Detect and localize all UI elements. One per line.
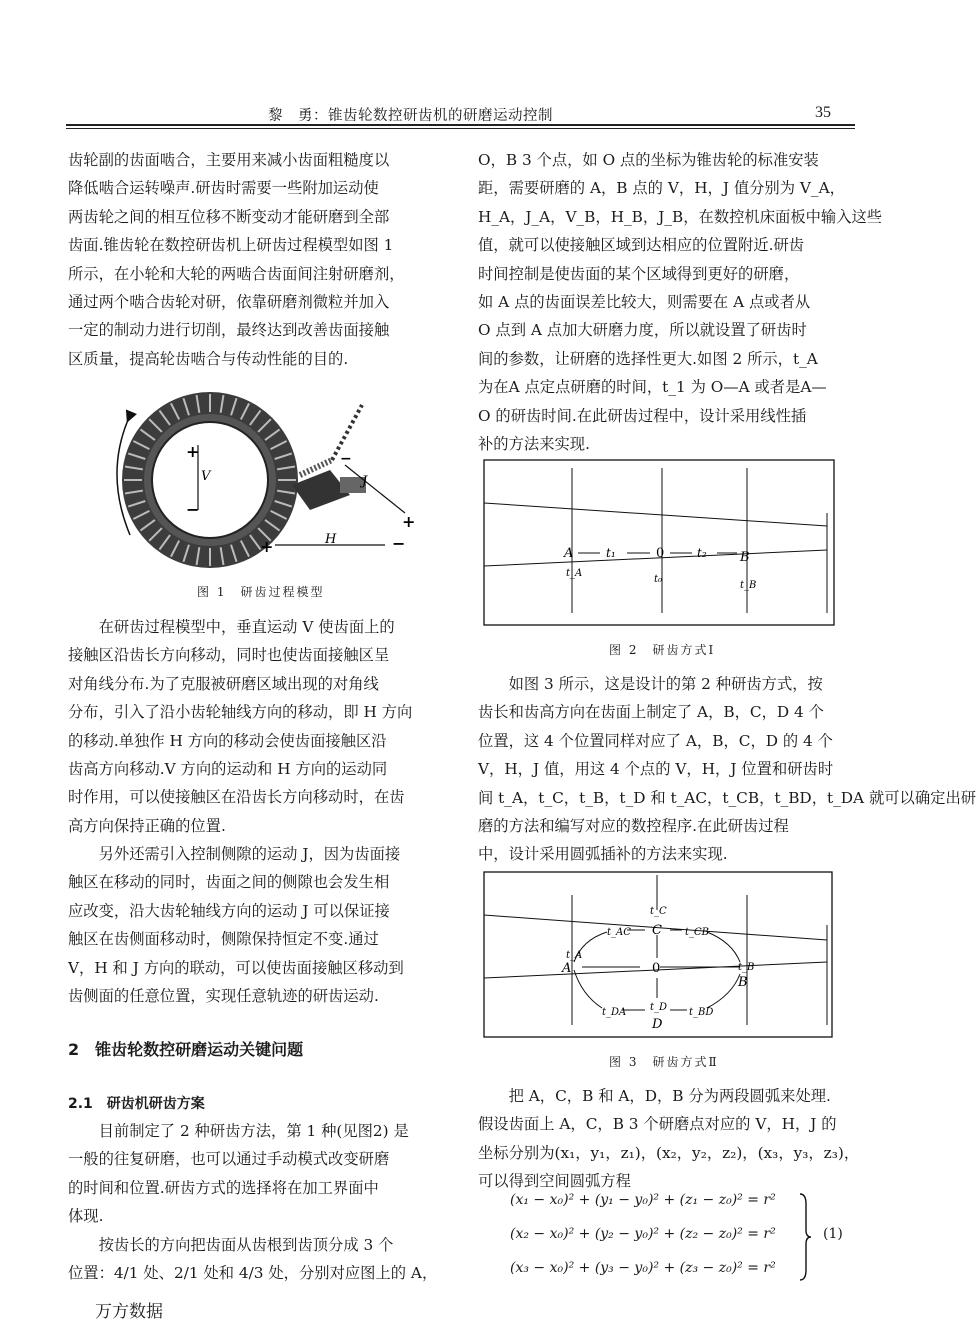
text-line: 目前制定了 2 种研齿方法，第 1 种(见图2) 是 [98,1122,409,1140]
h-label: H [325,532,337,547]
label-ta: t_A [566,568,583,579]
j-minus-sign: − [340,451,352,467]
text-line: 齿面.锥齿轮在数控研齿机上研齿过程模型如图 1 [68,236,394,255]
text-line: 位置：4/1 处、2/1 处和 4/3 处，分别对应图上的 A， [68,1264,438,1283]
text-line: 触区在齿侧面移动时，侧隙保持恒定不变.通过 [68,930,379,949]
figure-3-mode-two [482,870,842,1045]
right-para-3 [478,1082,860,1196]
label-t0: t₀ [654,574,663,585]
text-line: V，H，J 值，用这 4 个点的 V，H，J 位置和研齿时 [478,760,834,779]
text-line: 区质量，提高轮齿啮合与传动性能的目的. [68,349,349,368]
point-c: C [652,923,662,938]
label-td: t_D [650,1002,668,1013]
text-line: O 的研齿时间.在此研齿过程中，设计采用线性插 [478,406,807,425]
label-tda: t_DA [602,1007,627,1018]
label-t1: t₁ [606,546,616,560]
text-line: 为在A 点定点研磨的时间，t_1 为 O—A 或者是A— [478,378,827,397]
equation-line-3: (x₃ − x₀)² + (y₃ − y₀)² + (z₃ − z₀)² = r² [510,1260,776,1276]
point-d: D [652,1017,663,1032]
label-tb: t_B [738,962,755,973]
text-line: 体现. [68,1207,104,1226]
v-label: V [201,469,211,484]
text-line: 齿侧面的任意位置，实现任意轨迹的研齿运动. [68,987,379,1006]
text-line: 坐标分别为(x₁，y₁，z₁)，(x₂，y₂，z₂)，(x₃，y₃，z₃)， [478,1143,860,1162]
text-line: 位置，这 4 个位置同样对应了 A，B，C，D 的 4 个 [478,731,833,750]
text-line: 齿高方向移动.V 方向的运动和 H 方向的运动同 [68,760,388,779]
left-para-1 [68,146,440,373]
text-line: 分布，引入了沿小齿轮轴线方向的移动，即 H 方向 [68,703,413,722]
text-line: 触区在移动的同时，齿面之间的侧隙也会发生相 [68,873,390,892]
h-minus-sign: − [392,534,406,553]
text-line: 高方向保持正确的位置. [68,816,226,835]
j-plus-sign: + [402,512,416,531]
text-line: 齿长和齿高方向在齿面上制定了 A，B，C，D 4 个 [478,703,824,722]
label-tbd: t_BD [689,1007,714,1018]
point-a: A [564,546,574,561]
figure-1-caption: 图 1 研齿过程模型 [197,585,325,599]
text-line: 时作用，可以使接触区在沿齿长方向移动时，在齿 [68,788,405,807]
text-line: 按齿长的方向把齿面从齿根到齿顶分成 3 个 [98,1236,394,1254]
point-o: 0 [656,546,665,561]
section-2-1-heading: 2.1 研齿机研齿方案 [68,1096,205,1112]
h-plus-sign: + [260,537,274,556]
text-line: 可以得到空间圆弧方程 [478,1172,631,1191]
text-line: 间 t_A，t_C，t_B，t_D 和 t_AC，t_CB，t_BD，t_DA 就可以确定出研 [478,788,976,807]
figure-1-grinding-model [100,385,430,575]
figure-2-mode-one [482,458,842,633]
text-line: 通过两个啮合齿轮对研，依靠研磨剂微粒并加入 [68,293,390,312]
text-line: 值，就可以使接触区域到达相应的位置附近.研齿 [478,236,805,255]
text-line: 齿轮副的齿面啮合，主要用来减小齿面粗糙度以 [68,151,390,169]
text-line: 在研齿过程模型中，垂直运动 V 使齿面上的 [98,618,395,636]
point-b: B [740,550,750,565]
equation-number: (1) [823,1226,843,1242]
v-plus-sign: + [186,442,200,461]
text-line: O，B 3 个点，如 O 点的坐标为锥齿轮的标准安装 [478,151,819,169]
figure-3-caption: 图 3 研齿方式Ⅱ [609,1055,719,1069]
left-para-5 [68,1231,440,1288]
point-a: A [562,961,572,976]
label-tb: t_B [740,580,757,591]
label-t2: t₂ [697,546,707,560]
header-rule-thin [66,128,855,129]
right-para-1 [478,146,883,458]
text-line: 两齿轮之间的相互位移不断变动才能研磨到全部 [68,207,390,226]
text-line: 如图 3 所示，这是设计的第 2 种研齿方式，按 [508,675,823,693]
text-line: 时间控制是使齿面的某个区域得到更好的研磨， [478,264,800,283]
text-line: 的时间和位置.研齿方式的选择将在加工界面中 [68,1178,379,1197]
figure-2-caption: 图 2 研齿方式Ⅰ [609,643,716,657]
text-line: 如 A 点的齿面误差比较大，则需要在 A 点或者从 [478,293,811,312]
text-line: 对角线分布.为了克服被研磨区域出现的对角线 [68,674,379,693]
label-ta: t_A [566,950,583,961]
text-line: 另外还需引入控制侧隙的运动 J，因为齿面接 [98,845,401,863]
right-para-2 [478,670,976,869]
text-line: V，H 和 J 方向的联动，可以使齿面接触区移动到 [68,958,404,977]
text-line: 补的方法来实现. [478,435,590,454]
text-line: 距，需要研磨的 A，B 点的 V，H，J 值分别为 V_A， [478,179,845,198]
text-line: 应改变，沿大齿轮轴线方向的运动 J 可以保证接 [68,901,390,920]
equation-line-2: (x₂ − x₀)² + (y₂ − y₀)² + (z₂ − z₀)² = r² [510,1226,776,1242]
page-number: 35 [815,104,831,121]
point-o: 0 [652,961,661,976]
text-line: 的移动.单独作 H 方向的移动会使齿面接触区沿 [68,731,387,750]
section-2-heading: 2 锥齿轮数控研磨运动关键问题 [68,1040,304,1059]
text-line: 一般的往复研磨，也可以通过手动模式改变研磨 [68,1150,390,1169]
text-line: 把 A，C，B 和 A，D，B 分为两段圆弧来处理. [508,1087,831,1105]
running-header-title: 黎 勇：锥齿轮数控研齿机的研磨运动控制 [268,108,553,124]
equation-line-1: (x₁ − x₀)² + (y₁ − y₀)² + (z₁ − z₀)² = r² [510,1192,776,1208]
point-b: B [738,975,748,990]
v-minus-sign: − [186,500,200,519]
text-line: 假设齿面上 A，C，B 3 个研磨点对应的 V，H，J 的 [478,1115,837,1134]
left-para-3 [68,840,440,1010]
text-line: 中，设计采用圆弧插补的方法来实现. [478,845,728,864]
j-label: J [362,474,368,489]
text-line: 降低啮合运转噪声.研齿时需要一些附加运动使 [68,179,379,198]
text-line: 接触区沿齿长方向移动，同时也使齿面接触区呈 [68,646,390,665]
left-para-2 [68,613,440,840]
label-tac: t_AC [607,927,631,938]
label-tcb: t_CB [685,927,710,938]
text-line: H_A，J_A，V_B，H_B，J_B，在数控机床面板中输入这些 [478,207,883,226]
equation-brace [798,1192,812,1282]
text-line: 磨的方法和编写对应的数控程序.在此研齿过程 [478,817,789,836]
text-line: O 点到 A 点加大研磨力度，所以就设置了研齿时 [478,321,807,340]
header-rule [66,124,855,126]
text-line: 一定的制动力进行切削，最终达到改善齿面接触 [68,321,390,340]
text-line: 间的参数，让研磨的选择性更大.如图 2 所示，t_A [478,349,818,368]
label-tc: t_C [650,906,667,917]
watermark-wanfang: 万方数据 [95,1302,163,1322]
left-para-4 [68,1117,440,1231]
text-line: 所示，在小轮和大轮的两啮合齿面间注射研磨剂， [68,264,405,283]
